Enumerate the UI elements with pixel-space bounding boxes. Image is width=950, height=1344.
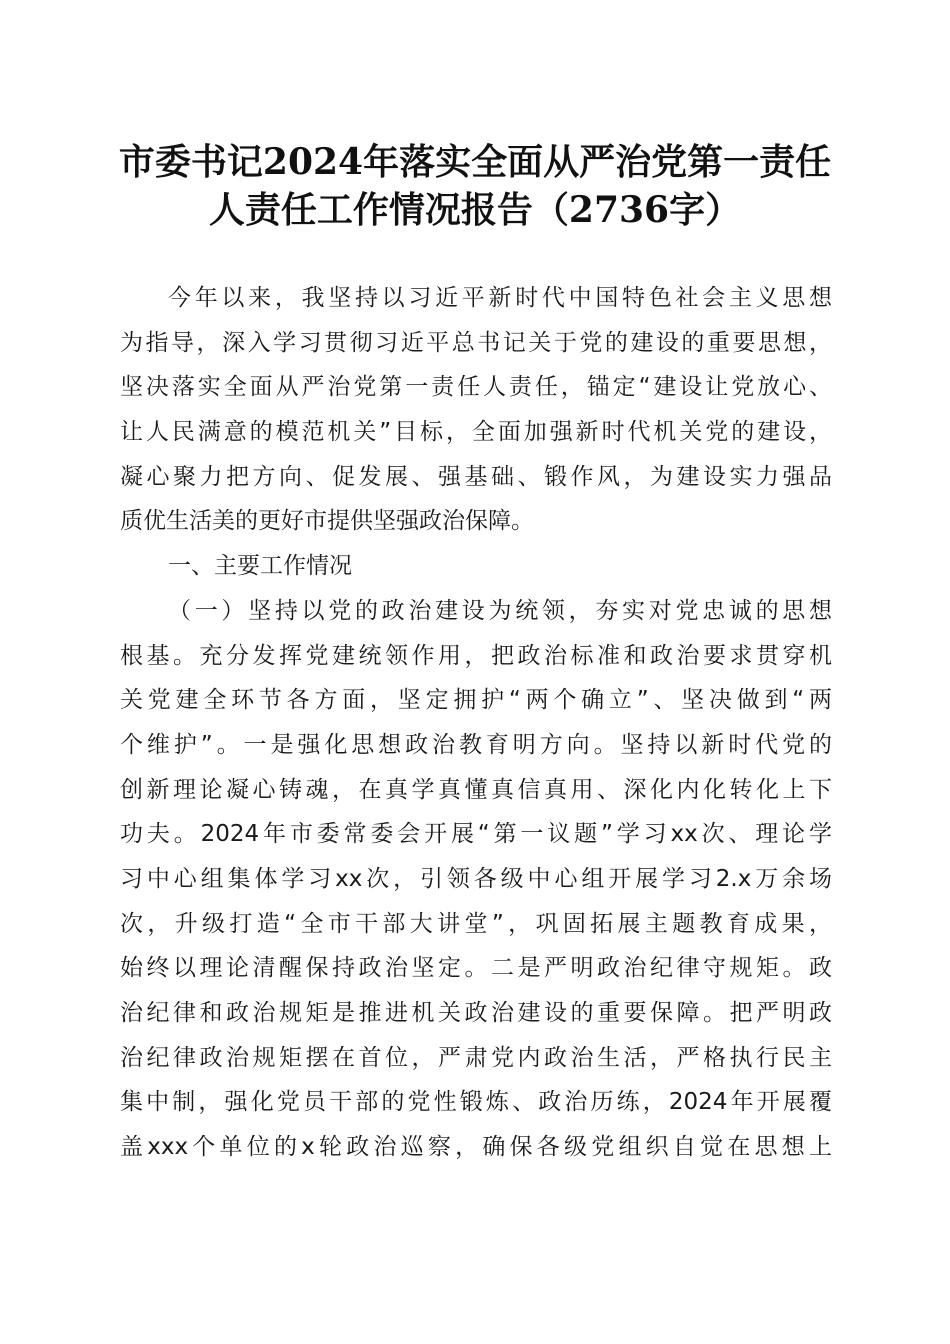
paragraph-line: 始终以理论清醒保持政治坚定。二是严明政治纪律守规矩。政 xyxy=(120,955,832,982)
paragraph-line: 坚决落实全面从严治党第一责任人责任，锚定“建设让党放心、 xyxy=(120,374,832,401)
title-line-1: 市委书记2024年落实全面从严治党第一责任 xyxy=(118,141,832,183)
title-line-2: 人责任工作情况报告（2736字） xyxy=(208,189,742,231)
paragraph-line: 质优生活美的更好市提供坚强政治保障。 xyxy=(120,508,534,535)
paragraph-line: 为指导，深入学习贯彻习近平总书记关于党的建设的重要思想， xyxy=(120,329,832,356)
paragraph-line: 今年以来，我坚持以习近平新时代中国特色社会主义思想 xyxy=(168,285,832,311)
paragraph-line: （一）坚持以党的政治建设为统领，夯实对党忠诚的思想 xyxy=(168,597,832,624)
paragraph-line: 治纪律政治规矩摆在首位，严肃党内政治生活，严格执行民主 xyxy=(120,1044,832,1071)
paragraph-line: 习中心组集体学习xx次，引领各级中心组开展学习2.x万余场 xyxy=(120,865,832,892)
paragraph-line: 创新理论凝心铸魂，在真学真懂真信真用、深化内化转化上下 xyxy=(120,776,832,803)
paragraph-line: 功夫。2024年市委常委会开展“第一议题”学习xx次、理论学 xyxy=(120,821,832,848)
document-body xyxy=(120,276,832,1170)
paragraph-line: 根基。充分发挥党建统领作用，把政治标准和政治要求贯穿机 xyxy=(120,642,832,669)
paragraph-line: 个维护”。一是强化思想政治教育明方向。坚持以新时代党的 xyxy=(120,731,832,758)
section-heading: 一、主要工作情况 xyxy=(168,553,352,580)
paragraph-line: 盖xxx个单位的x轮政治巡察，确保各级党组织自觉在思想上 xyxy=(120,1134,832,1161)
paragraph-line: 集中制，强化党员干部的党性锻炼、政治历练，2024年开展覆 xyxy=(120,1089,832,1116)
paragraph-line: 次，升级打造“全市干部大讲堂”，巩固拓展主题教育成果， xyxy=(120,910,832,937)
paragraph-line: 治纪律和政治规矩是推进机关政治建设的重要保障。把严明政 xyxy=(120,1000,832,1026)
paragraph-line: 关党建全环节各方面，坚定拥护“两个确立”、坚决做到“两 xyxy=(120,687,832,714)
document-title xyxy=(100,138,850,234)
paragraph-line: 凝心聚力把方向、促发展、强基础、锻作风，为建设实力强品 xyxy=(120,463,832,490)
paragraph-line: 让人民满意的模范机关”目标，全面加强新时代机关党的建设， xyxy=(120,419,832,446)
